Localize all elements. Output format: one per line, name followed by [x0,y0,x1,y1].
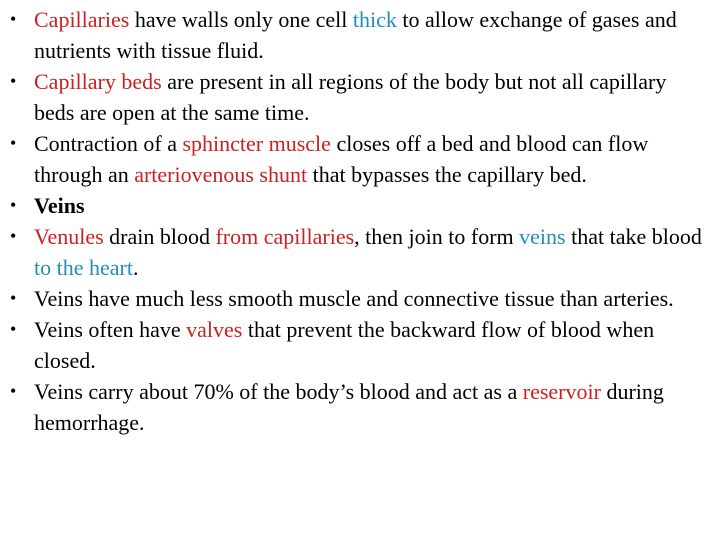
bullet-dot: • [10,71,17,91]
bullet-text: that bypasses the capillary bed. [307,162,587,187]
bullet-text: . [132,255,139,280]
bullet-item [10,4,708,66]
highlighted-term: to the heart [34,255,133,280]
highlighted-term: reservoir [522,379,601,404]
bullet-item [10,221,708,283]
highlighted-term: Capillaries [34,7,130,32]
highlighted-term: Capillary beds [34,69,162,94]
bullet-text: that prevent the backward flow of blood when closed. [34,317,655,373]
bullet-text: Veins often have [34,317,187,342]
highlighted-term: sphincter muscle [182,131,331,156]
bullet-item [10,128,708,190]
bullet-text: Veins have much less smooth muscle and connective tissue than arteries. [34,286,674,311]
bullet-item [10,314,708,376]
bullet-dot: • [10,319,17,339]
bullet-dot: • [10,226,17,246]
highlighted-term: thick [352,7,397,32]
bullet-text: during hemorrhage. [34,379,664,435]
highlighted-term: veins [519,224,566,249]
bullet-text: have walls only one cell [129,7,353,32]
highlighted-term: arteriovenous shunt [134,162,308,187]
bullet-dot: • [10,9,17,29]
bullet-dot: • [10,381,17,401]
bullet-text: Veins [34,193,85,218]
bullet-text: Veins carry about 70% of the body’s blood and act as a [34,379,523,404]
bullet-text: to allow exchange of gases and nutrients with tissue fluid. [34,7,677,63]
bullet-text: drain blood [103,224,216,249]
highlighted-term: valves [186,317,243,342]
bullet-text: that take blood [565,224,702,249]
bullet-item [10,283,708,314]
bullet-dot: • [10,133,17,153]
bullet-text: Contraction of a [34,131,183,156]
bullet-text: , then join to form [354,224,520,249]
bullet-item [10,190,708,221]
highlighted-term: from capillaries [215,224,355,249]
bullet-text: are present in all regions of the body but not all capillary beds are open at the same time. [34,69,667,125]
bullet-item [10,66,708,128]
bullet-item [10,376,708,438]
bullet-dot: • [10,195,17,215]
bullet-dot: • [10,288,17,308]
highlighted-term: Venules [34,224,104,249]
bullet-text: closes off a bed and blood can flow through an [34,131,649,187]
